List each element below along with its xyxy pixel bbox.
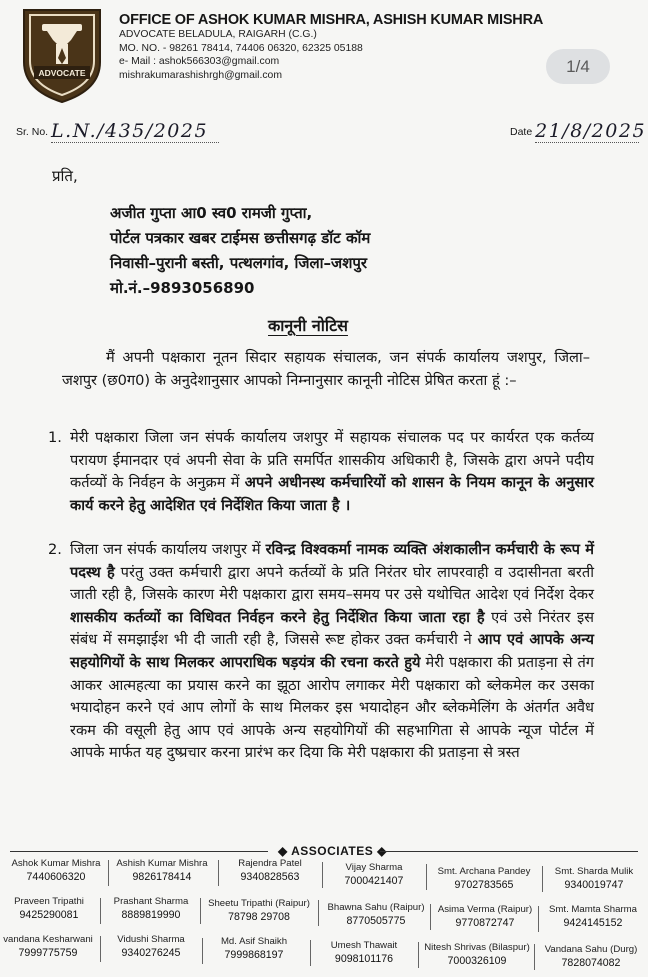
point-2-text: जिला जन संपर्क कार्यालय जशपुर में: [70, 541, 266, 558]
associate: [8, 858, 104, 884]
associate-phone: 7999775759: [18, 947, 78, 959]
divider: [108, 860, 109, 886]
associate-name: Ashish Kumar Mishra: [116, 858, 208, 869]
associate: [428, 866, 540, 892]
associate-phone: 7440606320: [26, 871, 86, 883]
divider: [202, 938, 203, 964]
date-label: Date: [510, 126, 533, 138]
associate: [206, 936, 302, 962]
associate: [420, 942, 534, 968]
associate: [314, 940, 414, 966]
associates-label: ◆ ASSOCIATES ◆: [278, 844, 387, 858]
associate-phone: 7000421407: [344, 875, 404, 887]
associate-phone: 9340019747: [564, 879, 624, 891]
associate-phone: 9340828563: [240, 871, 300, 883]
divider: [380, 851, 638, 852]
associate: [104, 896, 198, 922]
associate-phone: 7999868197: [224, 949, 284, 961]
point-1-bold: अपने अधीनस्थ कर्मचारियों को शासन के नियम कानून के अनुसार कार्य करने हेतु आदेशित एवं निर्देशित किया जाता है ।: [70, 474, 594, 514]
mobile-numbers: MO. NO. - 98261 78414, 74406 06320, 62325 05188: [119, 42, 363, 54]
address-line: निवासी–पुरानी बस्ती, पत्थलगांव, जिला–जशपुर: [110, 254, 368, 272]
divider: [200, 898, 201, 924]
point-2-text: मेरी पक्षकारा की प्रताड़ना से तंग आकर आत्महत्या का प्रयास करने का झूठा आरोप लगाकर मेरी पक्षकारा को ब्लेकमेल कर उसका भयादोहन करने एवं आप लोगों के साथ मिलकर इस भयादोहन और ब्लेकमेलिंग के अंतर्गत अवैध रकम की वसूली हेतु आप एवं आपके अन्य सहयोगियों की सहभागिता से आपके न्यूज पोर्टल में आपके मार्फत यह दुष्प्रचार करना प्रारंभ कर दिया कि मेरी पक्षकारा की प्रताड़ना से त्रस्त: [70, 653, 595, 762]
letterhead: [119, 12, 544, 82]
point-2-text: परंतु उक्त कर्मचारी द्वारा अपने कर्तव्यों के प्रति निरंतर घोर लापरवाही व उदासीनता बरती जाती रही है, जिसके कारण मेरी पक्षकारा द्वारा समय–समय पर उसे यथोचित आदेश एवं निर्देश देकर: [70, 563, 594, 604]
address-line: अजीत गुप्ता आ0 स्व0 रामजी गुप्ता,: [110, 204, 313, 222]
associate-name: Smt. Archana Pandey: [437, 866, 531, 877]
associate: [112, 858, 212, 884]
associate: [222, 858, 318, 884]
divider: [100, 936, 101, 962]
associate-name: Rajendra Patel: [238, 858, 302, 869]
logo-text: ADVOCATE: [38, 68, 86, 78]
associate-name: Umesh Thawait: [330, 940, 398, 951]
divider: [218, 860, 219, 886]
divider: [534, 944, 535, 970]
point-1-paragraph: [70, 427, 594, 517]
associate: [544, 866, 644, 892]
designation: ADVOCATE BELADULA, RAIGARH (C.G.): [119, 29, 317, 40]
divider: [430, 904, 431, 930]
associate-phone: 9098101176: [334, 953, 394, 965]
point-2-text: एवं उसे निरंतर इस संबंध में समझाईश भी दी जाती रही है, जिससे रूष्ट होकर उक्त कर्मचारी ने: [70, 608, 594, 649]
associate-phone: 7828074082: [561, 957, 621, 969]
associate-name: Nitesh Shrivas (Bilaspur): [424, 942, 530, 953]
email-secondary: mishrakumarashishrgh@gmail.com: [119, 69, 282, 81]
associate: [0, 934, 96, 960]
associates-label-text: ASSOCIATES: [291, 844, 374, 858]
associate-phone: 9425290081: [19, 909, 79, 921]
point-2-paragraph: [70, 539, 594, 765]
associate-name: Vidushi Sharma: [117, 934, 185, 945]
divider: [418, 942, 419, 968]
associate: [430, 904, 540, 930]
associate-name: Praveen Tripathi: [14, 896, 84, 907]
associate-name: Md. Asif Shaikh: [220, 936, 288, 947]
divider: [538, 906, 539, 932]
associate-name: Sheetu Tripathi (Raipur): [208, 898, 310, 909]
address-line: मो.नं.–9893056890: [110, 279, 255, 297]
associate-phone: 7000326109: [447, 955, 507, 967]
associate-phone: 9826178414: [132, 871, 192, 883]
associate-phone: 8770505775: [346, 915, 406, 927]
divider: [10, 851, 268, 852]
associate-name: Bhawna Sahu (Raipur): [327, 902, 425, 913]
divider: [542, 866, 543, 892]
associate-name: Ashok Kumar Mishra: [11, 858, 101, 869]
point-2-bold: रविन्द्र विश्वकर्मा नामक व्यक्ति अंशकालीन कर्मचारी के रूप में पदस्थ है: [70, 541, 594, 581]
associate-phone: 78798 29708: [228, 911, 290, 923]
date: [510, 120, 647, 143]
office-title: OFFICE OF ASHOK KUMAR MISHRA, ASHISH KUMAR MISHRA: [119, 12, 544, 28]
intro-paragraph: मैं अपनी पक्षकारा नूतन सिदार सहायक संचालक, जन संपर्क कार्यालय जशपुर, जिला–जशपुर (छ0ग0) के अनुदेशानुसार आपको निम्नानुसार कानूनी नोटिस प्रेषित करता हूं :–: [62, 349, 590, 389]
associate-name: Smt. Sharda Mulik: [554, 866, 634, 877]
point-number: 1.: [48, 429, 62, 446]
associate-phone: 9340276245: [121, 947, 181, 959]
divider: [426, 864, 427, 890]
associate: [104, 934, 198, 960]
advocate-logo-icon: [20, 6, 104, 104]
date-value: 21/8/2025: [535, 120, 647, 142]
serial-number-label: Sr. No.: [16, 126, 49, 138]
associate: [540, 904, 646, 930]
associate: [200, 898, 318, 924]
associate-name: Vijay Sharma: [345, 862, 403, 873]
point-1-text: मेरी पक्षकारा जिला जन संपर्क कार्यालय जशपुर में सहायक संचालक पद पर कार्यरत एक कर्तव्य परायण ईमानदार एवं अपनी सेवा के प्रति समर्पित शासकीय अधिकारी है, जिसके द्वारा अपने पदीय कर्तव्यों के निर्वहन के अनुक्रम में: [70, 429, 594, 492]
associate-phone: 8889819990: [121, 909, 181, 921]
associate-phone: 9424145152: [563, 917, 623, 929]
serial-number: [16, 120, 219, 143]
associate-name: Asima Verma (Raipur): [437, 904, 533, 915]
associate: [536, 944, 646, 970]
associate-name: Prashant Sharma: [113, 896, 189, 907]
recipient-address: [110, 201, 370, 301]
associate-name: Smt. Mamta Sharma: [549, 904, 637, 915]
associate-phone: 9770872747: [455, 917, 515, 929]
associate-phone: 9702783565: [454, 879, 514, 891]
divider: [100, 898, 101, 924]
salutation: प्रति,: [52, 167, 78, 185]
associate: [326, 862, 422, 888]
associate: [320, 902, 432, 928]
point-number: 2.: [48, 541, 62, 558]
divider: [322, 862, 323, 888]
divider: [310, 940, 311, 966]
point-2-bold: शासकीय कर्तव्यों का विधिवत निर्वहन करने हेतु निर्देशित किया जाता रहा है: [70, 608, 485, 626]
point-2-bold: आप एवं आपके अन्य सहयोगियों के साथ मिलकर आपराधिक षड़यंत्र की रचना करते हुये: [70, 631, 594, 671]
associate-name: Vandana Sahu (Durg): [544, 944, 638, 955]
notice-title: कानूनी नोटिस: [268, 316, 348, 335]
divider: [318, 900, 319, 926]
address-line: पोर्टल पत्रकार खबर टाईमस छत्तीसगढ़ डॉट कॉम: [110, 229, 371, 247]
serial-number-value: L.N./435/2025: [51, 120, 219, 143]
page-indicator[interactable]: 1/4: [546, 49, 610, 84]
associate: [4, 896, 94, 922]
associate-name: vandana Kesharwani: [3, 934, 93, 945]
email: e- Mail : ashok566303@gmail.com: [119, 56, 280, 68]
